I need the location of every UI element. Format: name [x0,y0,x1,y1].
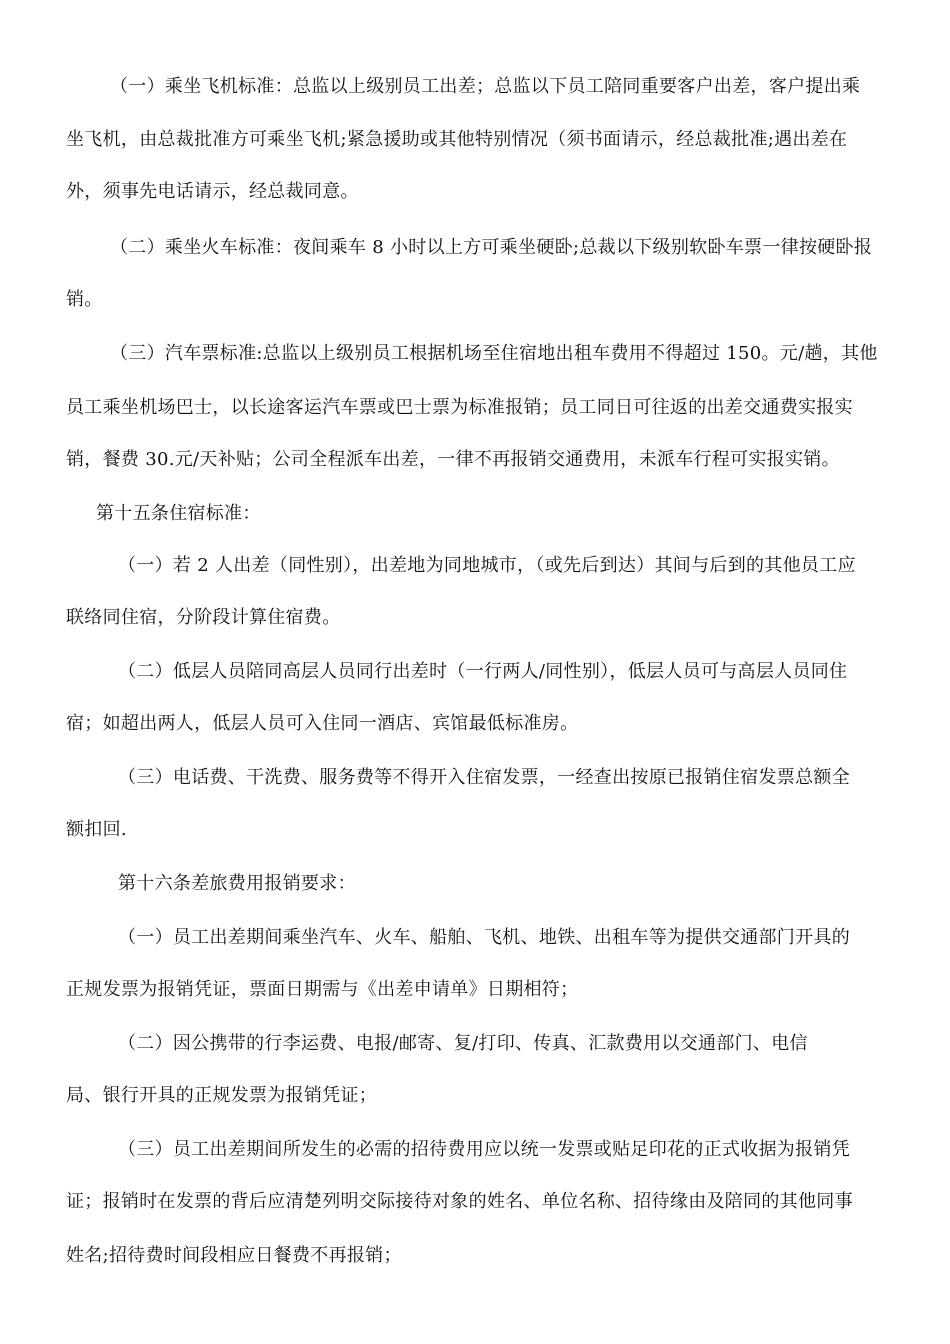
text-line: 销。 [66,289,103,310]
text-line: 员工乘坐机场巴士，以长途客运汽车票或巴士票为标准报销；员工同日可往返的出差交通费实报实 [66,397,853,418]
text-line: （一）员工出差期间乘坐汽车、火车、船舶、飞机、地铁、出租车等为提供交通部门开具的 [118,927,850,948]
text-line: （一）乘坐飞机标准：总监以上级别员工出差；总监以下员工陪同重要客户出差，客户提出乘 [110,76,861,97]
text-line: （二）低层人员陪同高层人员同行出差时（一行两人/同性别），低层人员可与高层人员同住 [118,661,848,682]
text-line: 坐飞机，由总裁批准方可乘坐飞机;紧急援助或其他特别情况（须书面请示，经总裁批准;遇出差在 [66,129,848,150]
text-line: 额扣回. [66,819,127,840]
text-line: 姓名;招待费时间段相应日餐费不再报销； [66,1245,402,1266]
section-heading: 第十五条住宿标准： [96,503,261,524]
section-heading: 第十六条差旅费用报销要求： [118,873,356,894]
text-line: 销，餐费 30.元/天补贴；公司全程派车出差，一律不再报销交通费用，未派车行程可实报实销。 [66,449,840,470]
text-line: （三）员工出差期间所发生的必需的招待费用应以统一发票或贴足印花的正式收据为报销凭 [118,1139,850,1160]
text-line: （二）因公携带的行李运费、电报/邮寄、复/打印、传真、汇款费用以交通部门、电信 [118,1033,808,1054]
text-line: （三）电话费、干洗费、服务费等不得开入住宿发票，一经查出按原已报销住宿发票总额全 [118,767,850,788]
text-line: 外，须事先电话请示，经总裁同意。 [66,181,359,202]
text-line: （一）若 2 人出差（同性别），出差地为同地城市，（或先后到达）其间与后到的其他员工应 [118,555,856,576]
text-line: （三）汽车票标准:总监以上级别员工根据机场至住宿地出租车费用不得超过 150。元/趟，其他 [110,343,878,364]
text-line: 证；报销时在发票的背后应清楚列明交际接待对象的姓名、单位名称、招待缘由及陪同的其他同事 [66,1191,853,1212]
text-line: 正规发票为报销凭证，票面日期需与《出差申请单》日期相符； [66,979,579,1000]
text-line: 局、银行开具的正规发票为报销凭证； [66,1085,378,1106]
text-line: 宿；如超出两人，低层人员可入住同一酒店、宾馆最低标准房。 [66,713,579,734]
text-line: 联络同住宿，分阶段计算住宿费。 [66,607,341,628]
text-line: （二）乘坐火车标准：夜间乘车 8 小时以上方可乘坐硬卧;总裁以下级别软卧车票一律按硬卧报 [110,237,873,258]
